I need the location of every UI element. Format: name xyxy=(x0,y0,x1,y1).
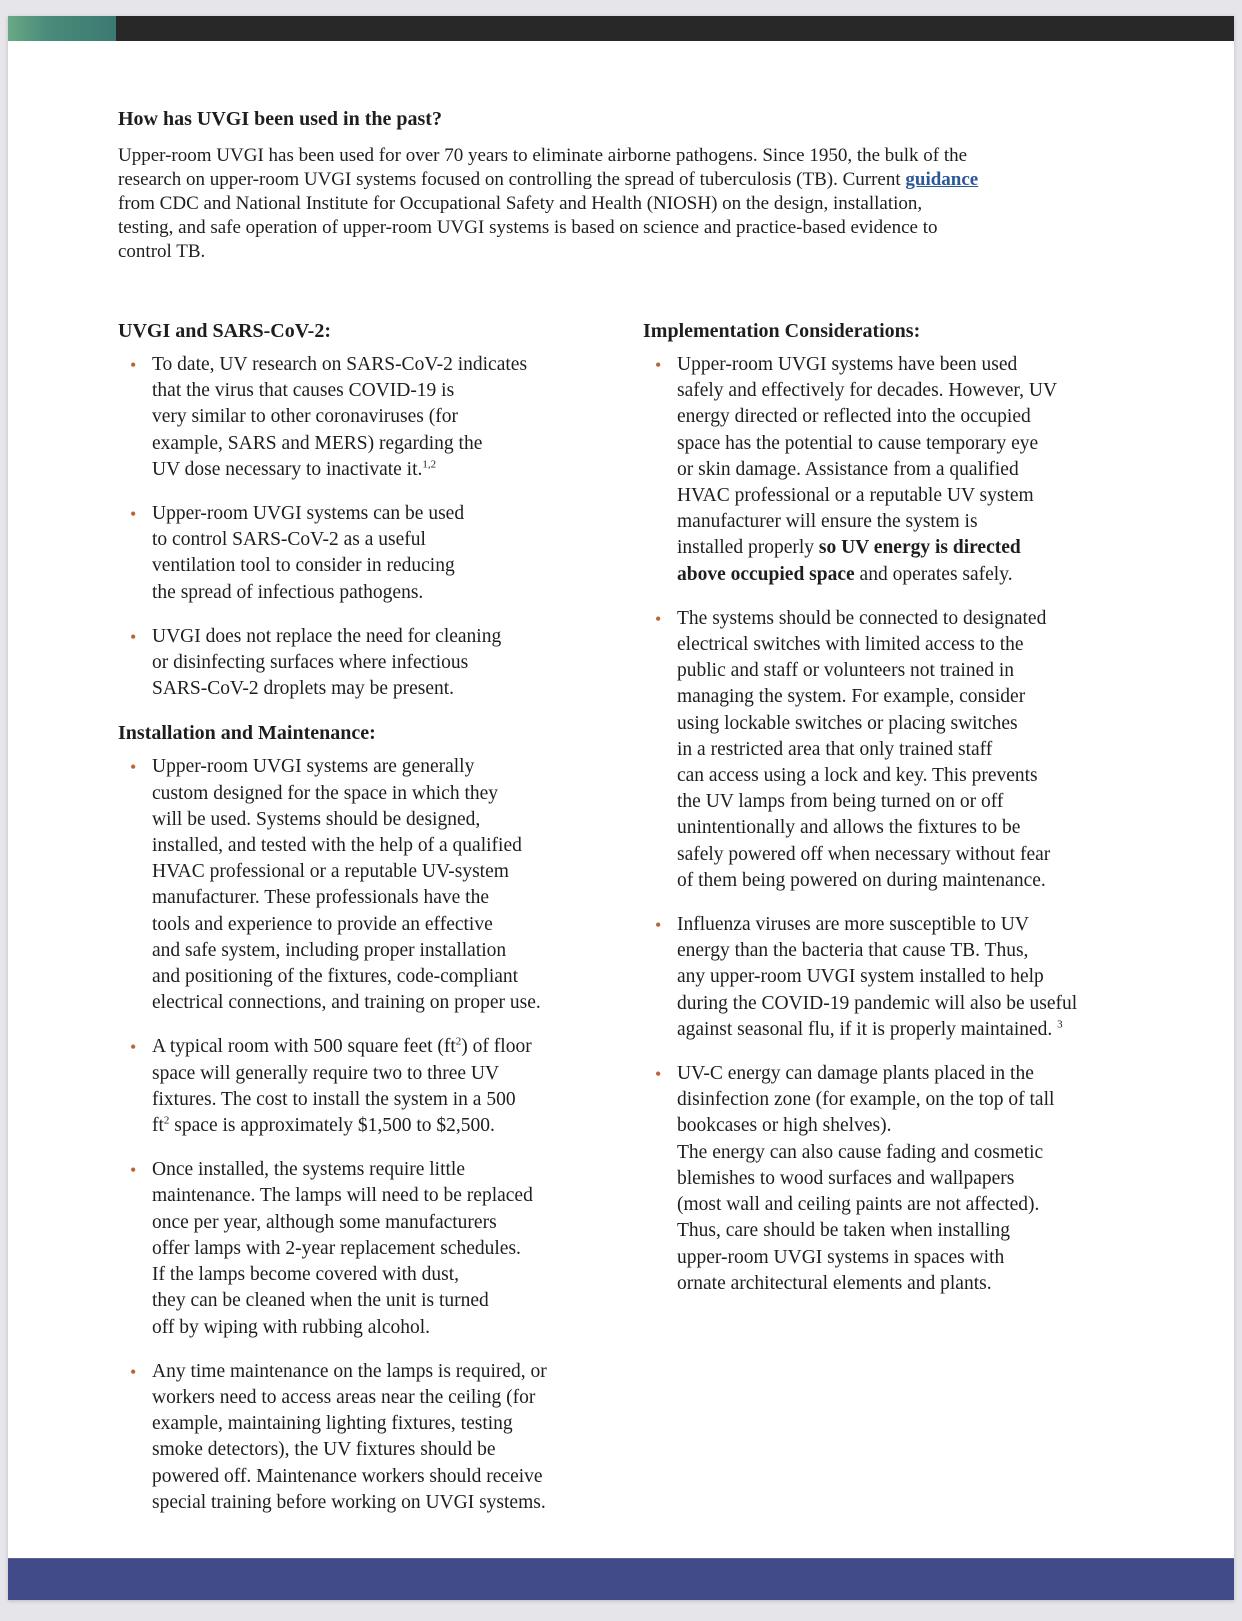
text-line: any upper-room UVGI system installed to help xyxy=(677,966,1044,988)
list-item xyxy=(118,1157,598,1340)
intro-line: control TB. xyxy=(118,241,206,262)
text-line: UV-C energy can damage plants placed in the xyxy=(677,1063,1034,1085)
text-line: the spread of infectious pathogens. xyxy=(152,581,424,603)
list-item xyxy=(118,754,598,1016)
text-line: safely and effectively for decades. However, UV xyxy=(677,380,1058,402)
intro-line: Upper-room UVGI has been used for over 70 years to eliminate airborne pathogens. Since 1950, the bulk of the xyxy=(118,145,968,166)
text-line: workers need to access areas near the ceiling (for xyxy=(152,1386,536,1408)
text-line: maintenance. The lamps will need to be replaced xyxy=(152,1185,533,1207)
text-line: that the virus that causes COVID-19 is xyxy=(152,380,455,402)
text-line: (most wall and ceiling paints are not affected). xyxy=(677,1194,1040,1216)
text-line xyxy=(152,1034,598,1060)
text-line: offer lamps with 2-year replacement schedules. xyxy=(152,1237,521,1259)
text-line: off by wiping with rubbing alcohol. xyxy=(152,1316,431,1338)
implementation-list xyxy=(643,352,1128,1297)
text-line: electrical connections, and training on proper use. xyxy=(152,992,541,1014)
text-line: HVAC professional or a reputable UV-system xyxy=(152,861,509,883)
bullet-icon: • xyxy=(130,504,137,525)
header-accent xyxy=(8,16,116,41)
text-line: manufacturer. These professionals have the xyxy=(152,887,489,909)
text-line: space will generally require two to three UV xyxy=(152,1062,500,1084)
text-line: disinfection zone (for example, on the top of tall xyxy=(677,1089,1055,1111)
text-line: will be used. Systems should be designed, xyxy=(152,808,481,830)
bullet-icon: • xyxy=(655,1064,662,1085)
footer-bar xyxy=(8,1558,1234,1600)
text-line: Once installed, the systems require little xyxy=(152,1159,465,1181)
left-column xyxy=(118,318,598,1534)
text-line: bookcases or high shelves). xyxy=(677,1115,892,1137)
bullet-icon: • xyxy=(130,1361,137,1382)
installation-list xyxy=(118,754,598,1515)
text-line: HVAC professional or a reputable UV system xyxy=(677,485,1034,507)
text-line: in a restricted area that only trained staff xyxy=(677,738,993,760)
bullet-icon: • xyxy=(130,1160,137,1181)
text-line: special training before working on UVGI systems. xyxy=(152,1491,546,1513)
text-line-body: UV dose necessary to inactivate it. xyxy=(152,458,423,480)
text-line: fixtures. The cost to install the system in a 500 xyxy=(152,1088,516,1110)
text-line xyxy=(677,562,1128,588)
text-line: tools and experience to provide an effective xyxy=(152,913,493,935)
text-line: unintentionally and allows the fixtures to be xyxy=(677,817,1021,839)
text-line: Upper-room UVGI systems can be used xyxy=(152,503,465,525)
list-item xyxy=(118,501,598,606)
text-line: or disinfecting surfaces where infectious xyxy=(152,652,469,674)
text-line-body: installed properly xyxy=(677,537,819,559)
text-line-body: and operates safely. xyxy=(854,563,1013,585)
text-line: powered off. Maintenance workers should receive xyxy=(152,1465,543,1487)
text-line: upper-room UVGI systems in spaces with xyxy=(677,1246,1005,1268)
emphasis-text: so UV energy is directed xyxy=(818,537,1021,559)
intro-line-text: research on upper-room UVGI systems focused on controlling the spread of tuberculosis (TB). Current xyxy=(118,169,906,190)
text-line xyxy=(677,1017,1128,1043)
text-line-body: against seasonal flu, if it is properly maintained. xyxy=(677,1018,1058,1040)
text-line: installed, and tested with the help of a qualified xyxy=(152,835,522,857)
text-line-body: space is approximately $1,500 to $2,500. xyxy=(169,1115,495,1137)
text-line: energy directed or reflected into the occupied xyxy=(677,406,1031,428)
text-line: custom designed for the space in which they xyxy=(152,782,499,804)
header-bar xyxy=(8,16,1234,41)
text-line xyxy=(152,457,598,483)
text-line: to control SARS-CoV-2 as a useful xyxy=(152,529,426,551)
text-line: Any time maintenance on the lamps is required, or xyxy=(152,1360,547,1382)
text-line: smoke detectors), the UV fixtures should be xyxy=(152,1439,496,1461)
text-line: managing the system. For example, consider xyxy=(677,686,1026,708)
text-line: ornate architectural elements and plants. xyxy=(677,1272,992,1294)
text-line: UVGI does not replace the need for cleaning xyxy=(152,625,502,647)
text-line: To date, UV research on SARS-CoV-2 indicates xyxy=(152,354,528,375)
text-line: public and staff or volunteers not trained in xyxy=(677,660,1015,682)
list-item xyxy=(118,352,598,483)
intro-line: from CDC and National Institute for Occupational Safety and Health (NIOSH) on the design, installation, xyxy=(118,193,923,214)
list-item xyxy=(643,1061,1128,1297)
text-line: SARS-CoV-2 droplets may be present. xyxy=(152,678,455,700)
text-line: safely powered off when necessary without fear xyxy=(677,843,1051,865)
bullet-icon: • xyxy=(655,915,662,936)
text-line: manufacturer will ensure the system is xyxy=(677,511,978,533)
text-line: and positioning of the fixtures, code-compliant xyxy=(152,966,519,988)
text-line: The systems should be connected to designated xyxy=(677,607,1047,629)
text-line: The energy can also cause fading and cosmetic xyxy=(677,1141,1044,1163)
intro-line xyxy=(118,168,1128,192)
intro-paragraph xyxy=(118,144,1128,264)
text-line: of them being powered on during maintenance. xyxy=(677,869,1046,891)
text-line xyxy=(677,535,1128,561)
list-item xyxy=(118,1034,598,1139)
text-line: electrical switches with limited access to the xyxy=(677,634,1024,656)
emphasis-text: above occupied space xyxy=(677,563,855,585)
text-line: once per year, although some manufacturers xyxy=(152,1211,497,1233)
text-line: If the lamps become covered with dust, xyxy=(152,1264,460,1286)
footnote-ref: 1,2 xyxy=(422,458,437,471)
text-line: or skin damage. Assistance from a qualified xyxy=(677,458,1019,480)
text-line: example, maintaining lighting fixtures, testing xyxy=(152,1413,513,1435)
intro-heading: How has UVGI been used in the past? xyxy=(118,108,442,130)
footnote-ref: 3 xyxy=(1057,1018,1063,1031)
document-page xyxy=(8,16,1234,1600)
bullet-icon: • xyxy=(130,355,137,375)
page-content xyxy=(118,106,1128,1513)
text-line: during the COVID-19 pandemic will also be useful xyxy=(677,992,1078,1014)
text-line: example, SARS and MERS) regarding the xyxy=(152,432,483,454)
text-line: Upper-room UVGI systems are generally xyxy=(152,756,475,778)
bullet-icon: • xyxy=(655,608,662,629)
text-line: very similar to other coronaviruses (for xyxy=(152,406,458,428)
text-line: Thus, care should be taken when installing xyxy=(677,1220,1011,1242)
list-item xyxy=(643,352,1128,588)
text-line: they can be cleaned when the unit is turned xyxy=(152,1290,489,1312)
text-line xyxy=(152,1113,598,1139)
intro-line: testing, and safe operation of upper-room UVGI systems is based on science and practice-based evidence to xyxy=(118,217,938,238)
text-line: energy than the bacteria that cause TB. Thus, xyxy=(677,940,1029,962)
text-line: blemishes to wood surfaces and wallpapers xyxy=(677,1167,1015,1189)
right-column xyxy=(643,318,1128,1315)
text-line: and safe system, including proper installation xyxy=(152,939,507,961)
list-item xyxy=(118,624,598,703)
text-line-body: A typical room with 500 square feet (ft xyxy=(152,1036,456,1058)
bullet-icon: • xyxy=(130,757,137,778)
bullet-icon: • xyxy=(130,1037,137,1058)
text-line-body: ft xyxy=(152,1115,164,1137)
text-line: Influenza viruses are more susceptible to UV xyxy=(677,914,1029,936)
section-heading-implementation: Implementation Considerations: xyxy=(643,320,921,342)
list-item xyxy=(643,606,1128,894)
text-line: using lockable switches or placing switches xyxy=(677,712,1018,734)
text-line: Upper-room UVGI systems have been used xyxy=(677,354,1018,375)
section-heading-installation: Installation and Maintenance: xyxy=(118,722,376,745)
superscript: 2 xyxy=(455,1035,462,1048)
list-item xyxy=(643,912,1128,1043)
text-line: the UV lamps from being turned on or off xyxy=(677,791,1004,813)
sars-list xyxy=(118,352,598,702)
bullet-icon: • xyxy=(130,626,137,647)
text-line: ventilation tool to consider in reducing xyxy=(152,555,455,577)
section-heading-uvgi-sars: UVGI and SARS-CoV-2: xyxy=(118,320,331,342)
bullet-icon: • xyxy=(655,355,662,375)
text-line: space has the potential to cause temporary eye xyxy=(677,432,1039,454)
text-line-body: ) of floor xyxy=(461,1036,532,1058)
guidance-link[interactable]: guidance xyxy=(905,169,979,190)
text-line: can access using a lock and key. This prevents xyxy=(677,765,1038,787)
superscript: 2 xyxy=(163,1114,170,1127)
list-item xyxy=(118,1359,598,1516)
